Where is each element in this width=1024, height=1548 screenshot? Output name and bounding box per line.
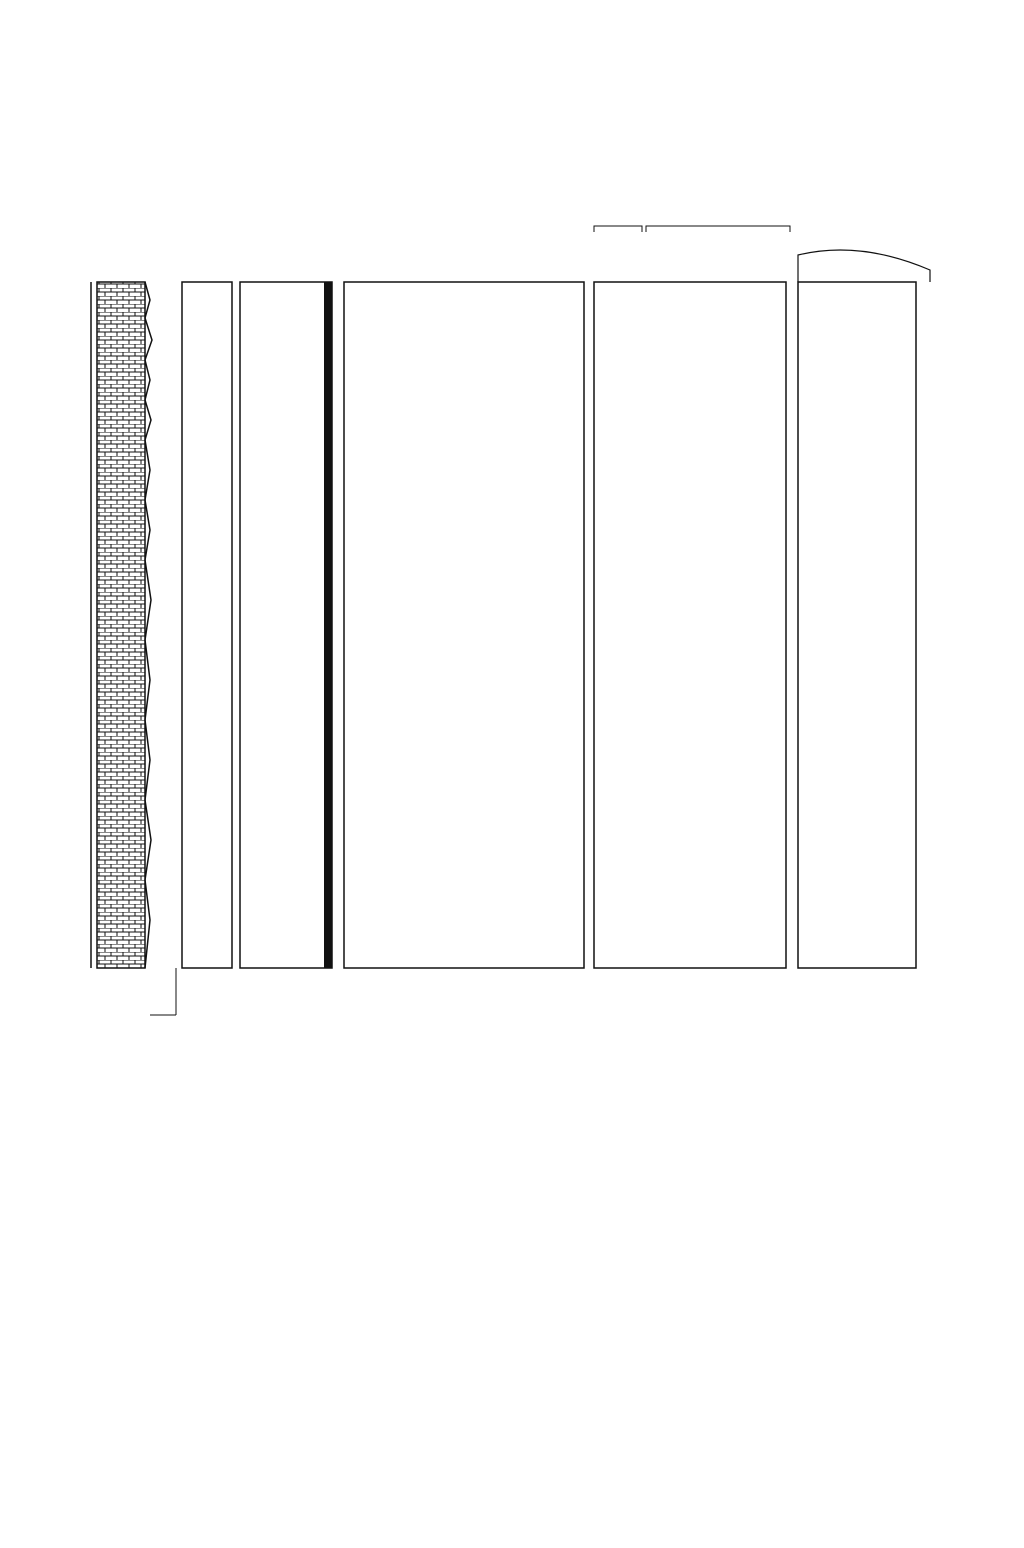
fossils-column: [594, 226, 790, 968]
cycles-column: [798, 250, 930, 968]
composition-column: [240, 282, 332, 968]
formation-labels: [150, 968, 176, 1015]
lithology-log: [97, 282, 152, 968]
facies-column: [344, 282, 584, 968]
color-column: [182, 282, 232, 968]
